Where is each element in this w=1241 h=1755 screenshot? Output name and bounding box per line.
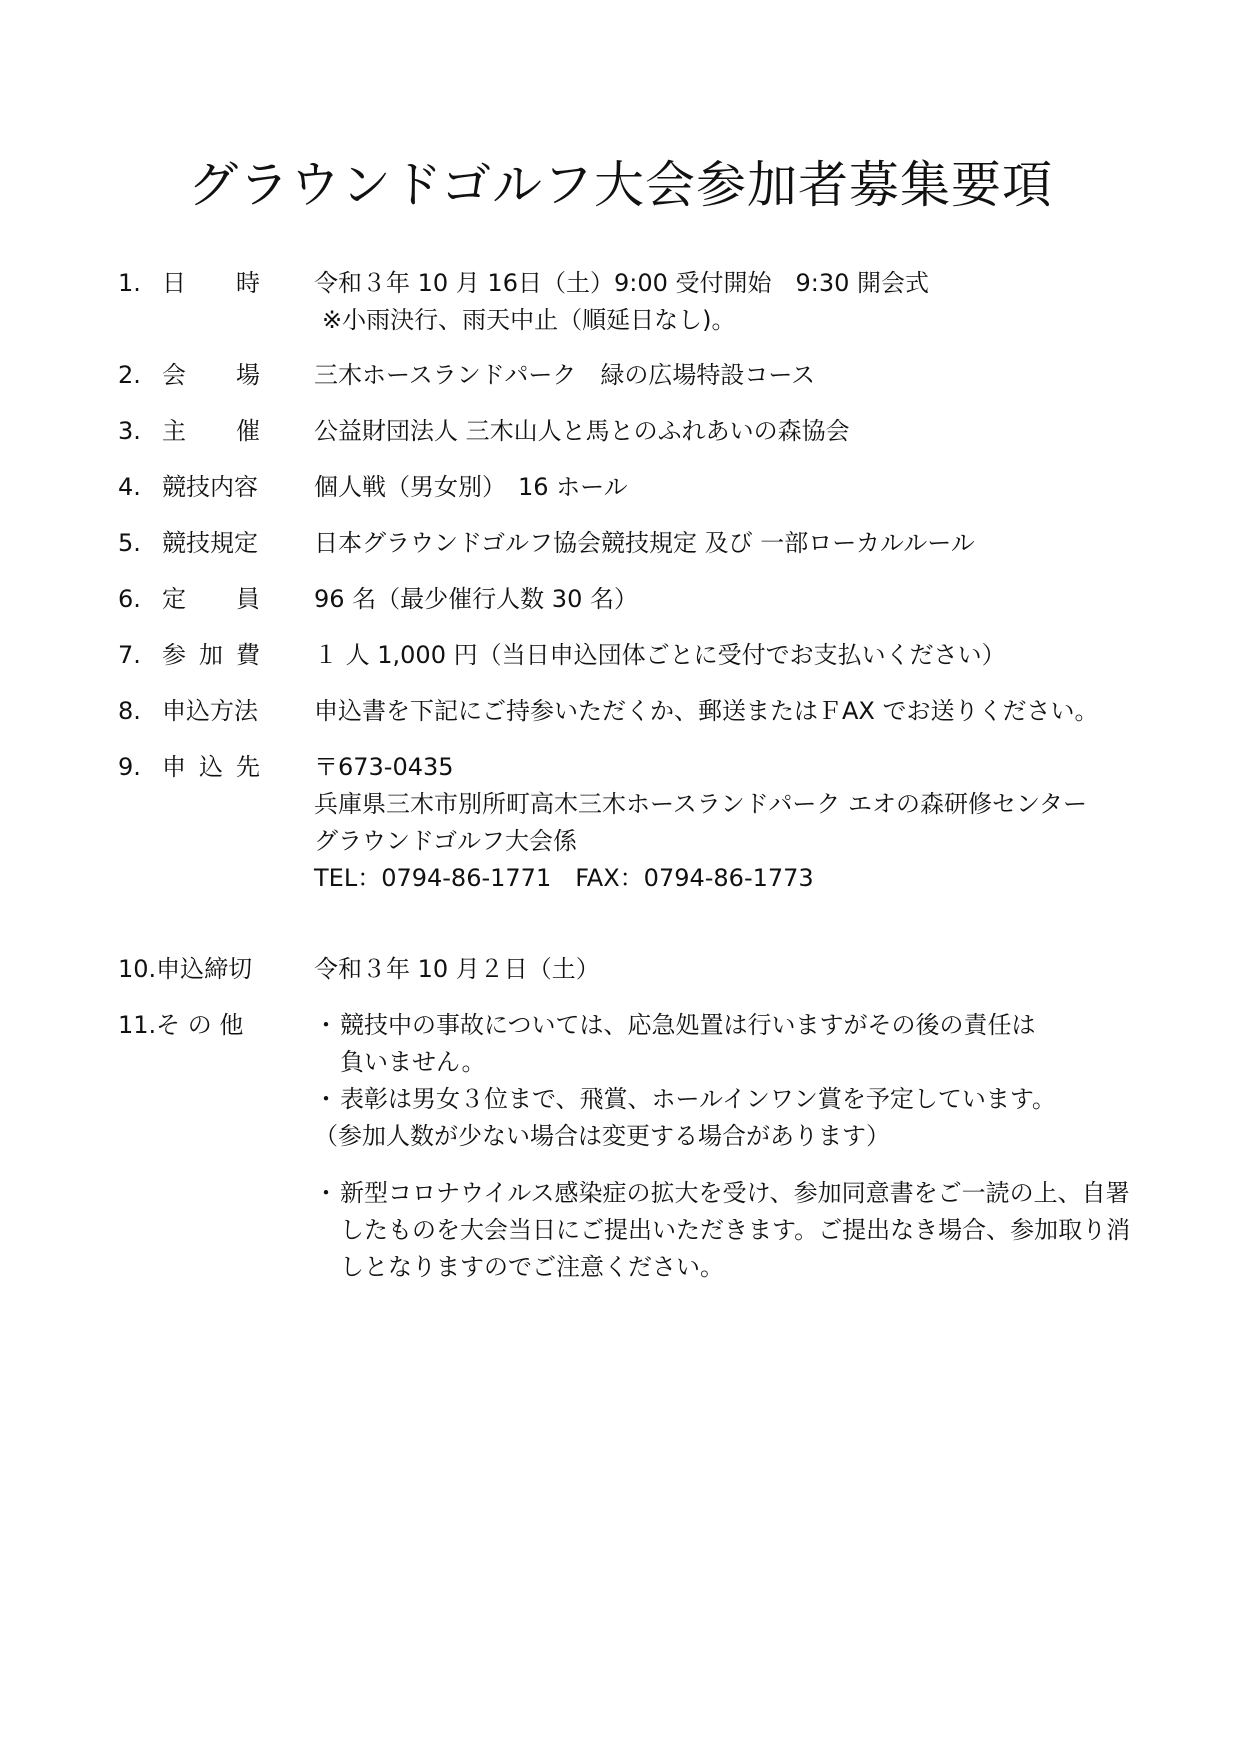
item-label-char: 場 <box>236 361 260 389</box>
content-line: １ 人 1,000 円（当日申込団体ごとに受付でお支払いください） <box>314 641 1006 669</box>
bullet-dot: ・ <box>314 1011 338 1039</box>
bullet-line: したものを大会当日にご提出いただきます。ご提出なき場合、参加取り消 <box>340 1216 1131 1244</box>
item-label-char: 加 <box>199 641 223 669</box>
item-content <box>314 525 1184 562</box>
bullet-item <box>314 1007 1184 1081</box>
bullet-dot: ・ <box>314 1179 338 1207</box>
item-content <box>314 749 1184 897</box>
item-content <box>314 693 1184 730</box>
bullet-item <box>314 1081 1184 1118</box>
item-content <box>314 637 1184 674</box>
item-label-char: 費 <box>236 641 260 669</box>
bullet-line: 競技中の事故については、応急処置は行いますがその後の責任は <box>340 1011 1036 1039</box>
bullet-line: しとなりますのでご注意ください。 <box>340 1253 724 1281</box>
content-line: 三木ホースランドパーク 緑の広場特設コース <box>314 361 816 389</box>
item-number: 4. <box>118 473 141 501</box>
item-number: 7. <box>118 641 141 669</box>
item-label-char: 会 <box>162 361 186 389</box>
bullet-line: 負いません。 <box>340 1048 486 1076</box>
bullet-dot: ・ <box>314 1085 338 1113</box>
item-number-label: 11.そ の 他 <box>118 1011 244 1039</box>
item-label-char: 日 <box>162 269 186 297</box>
item-label <box>162 637 260 674</box>
item-number: 6. <box>118 585 141 613</box>
content-line: 日本グラウンドゴルフ協会競技規定 及び 一部ローカルルール <box>314 529 975 557</box>
item-label-char: 定 <box>162 585 186 613</box>
item-content <box>314 1007 1184 1286</box>
bullet-note: （参加人数が少ない場合は変更する場合があります） <box>314 1122 890 1150</box>
item-content <box>314 469 1184 506</box>
item-label-char: 時 <box>236 269 260 297</box>
content-line: 個人戦（男女別） 16 ホール <box>314 473 628 501</box>
item-content <box>314 581 1184 618</box>
item-content <box>314 265 1184 339</box>
document-title: グラウンドゴルフ大会参加者募集要項 <box>188 156 1053 214</box>
item-label <box>162 357 260 394</box>
item-content <box>314 413 1184 450</box>
item-label <box>162 413 260 450</box>
item-number: 9. <box>118 753 141 781</box>
recipient-line: グラウンドゴルフ大会係 <box>314 827 578 855</box>
item-number: 5. <box>118 529 141 557</box>
item-label-char: 主 <box>162 417 186 445</box>
content-line: ※小雨決行、雨天中止（順延日なし)。 <box>322 306 736 334</box>
bullet-item <box>314 1175 1184 1286</box>
item-number-label: 10.申込締切 <box>118 955 253 983</box>
item-label-char: 込 <box>199 753 223 781</box>
item-label: 競技内容 <box>162 473 258 501</box>
item-label-char: 催 <box>236 417 260 445</box>
bullet-line: 新型コロナウイルス感染症の拡大を受け、参加同意書をご一読の上、自署 <box>340 1179 1130 1207</box>
item-number: 3. <box>118 417 141 445</box>
item-label-char: 先 <box>236 753 260 781</box>
item-label <box>162 265 260 302</box>
item-content <box>314 951 1184 988</box>
phone-fax-line: TEL：0794-86-1771 FAX：0794-86-1773 <box>314 864 814 892</box>
item-label-char: 申 <box>162 753 186 781</box>
bullet-line: 表彰は男女３位まで、飛賞、ホールインワン賞を予定しています。 <box>340 1085 1056 1113</box>
item-label-char: 参 <box>162 641 186 669</box>
content-line: 令和３年 10 月 16日（土）9:00 受付開始 9:30 開会式 <box>314 269 930 297</box>
item-number: 2. <box>118 361 141 389</box>
postal-code: 〒673-0435 <box>314 753 454 781</box>
content-line: 令和３年 10 月２日（土） <box>314 955 600 983</box>
address-line: 兵庫県三木市別所町高木三木ホースランドパーク エオの森研修センター <box>314 790 1087 818</box>
item-label-char: 員 <box>236 585 260 613</box>
item-label: 申込方法 <box>162 697 258 725</box>
item-number: 1. <box>118 269 141 297</box>
item-number: 8. <box>118 697 141 725</box>
item-label: 競技規定 <box>162 529 258 557</box>
content-line: 96 名（最少催行人数 30 名） <box>314 585 638 613</box>
item-label <box>162 581 260 618</box>
content-line: 公益財団法人 三木山人と馬とのふれあいの森協会 <box>314 417 850 445</box>
item-content <box>314 357 1184 394</box>
item-label <box>162 749 260 786</box>
content-line: 申込書を下記にご持参いただくか、郵送またはＦAX でお送りください。 <box>314 697 1099 725</box>
